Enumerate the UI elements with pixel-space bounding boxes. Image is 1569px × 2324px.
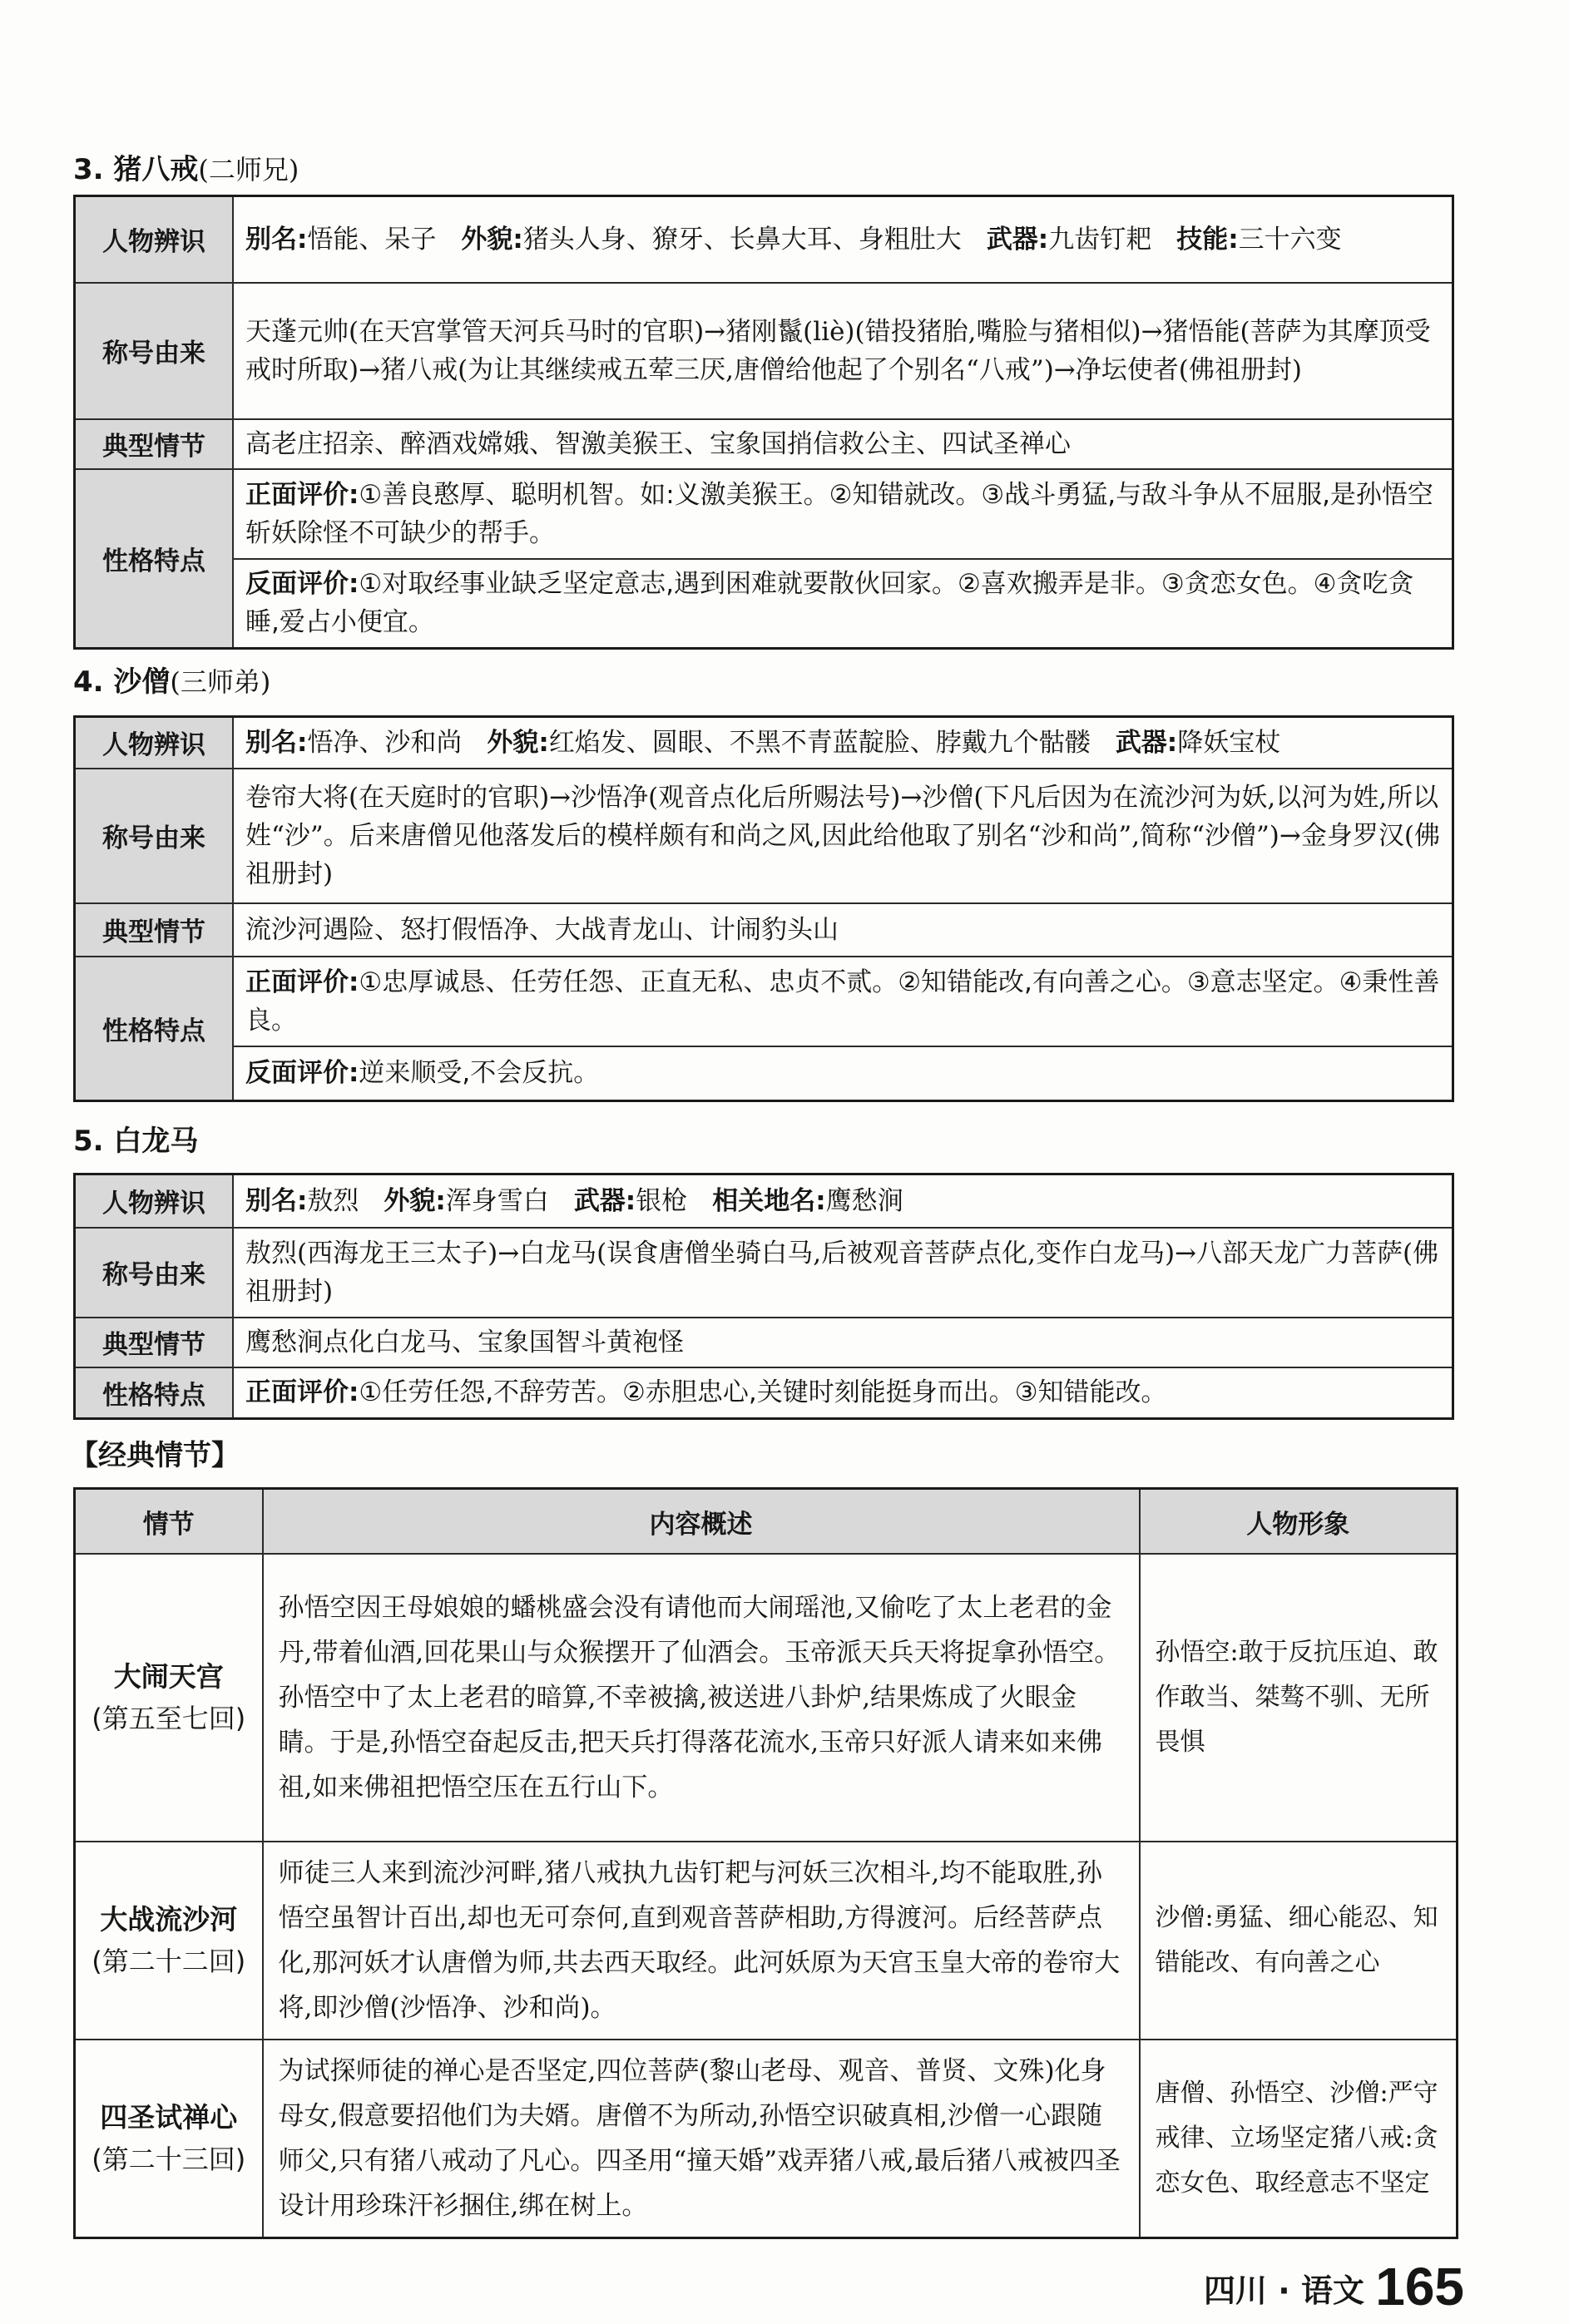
section-heading-text: 3. 猪八戒 [73,153,199,186]
row-label: 人物辨识 [75,196,234,283]
negative-eval [233,559,1453,649]
weapon-value: 降妖宝杖 [1177,727,1281,758]
positive-key: 正面评价: [245,1377,359,1408]
typical-plot-text: 鹰愁涧点化白龙马、宝象国智斗黄袍怪 [233,1318,1453,1367]
title-origin-text: 天蓬元帅(在天宫掌管天河兵马时的官职)→猪刚鬣(liè)(错投猪胎,嘴脸与猪相似)→猪悟能(菩萨为其摩顶受戒时所取)→猪八戒(为让其继续戒五荤三厌,唐僧给他起了个别名“八戒”)→净坛使者(佛祖册封) [233,283,1453,419]
section-heading-subtitle: (三师弟) [170,666,271,698]
positive-eval [233,957,1453,1046]
look-key: 外貌: [461,224,523,255]
column-header-summary: 内容概述 [263,1489,1140,1555]
row-label: 性格特点 [75,957,234,1101]
positive-eval [233,1367,1453,1419]
row-label: 称号由来 [75,1228,234,1318]
footer-dot: · [1278,2272,1290,2309]
alias-value: 悟净、沙和尚 [307,727,463,758]
positive-value: ①任劳任怨,不辞劳苦。②赤胆忠心,关键时刻能挺身而出。③知错能改。 [359,1377,1167,1408]
look-value: 猪头人身、獠牙、长鼻大耳、身粗肚大 [522,224,962,255]
character-image: 沙僧:勇猛、细心能忍、知错能改、有向善之心 [1140,1842,1458,2040]
identify-content [233,196,1453,283]
negative-key: 反面评价: [245,569,359,600]
episode-name: 大闹天宫 [113,1660,224,1693]
positive-value: ①善良憨厚、聪明机智。如:义激美猴王。②知错就改。③战斗勇猛,与敌斗争从不屈服,是孙悟空斩妖除怪不可缺少的帮手。 [245,479,1433,548]
positive-value: ①忠厚诚恳、任劳任怨、正直无私、忠贞不贰。②知错能改,有向善之心。③意志坚定。④秉性善良。 [245,967,1440,1036]
weapon-key: 武器: [1115,727,1178,758]
look-value: 浑身雪白 [445,1185,549,1216]
weapon-value: 九齿钉耙 [1048,224,1152,255]
title-origin-text: 卷帘大将(在天庭时的官职)→沙悟净(观音点化后所赐法号)→沙僧(下凡后因为在流沙河为妖,以河为姓,所以姓“沙”。后来唐僧见他落发后的模样颇有和尚之风,因此给他取了别名“沙和尚”,简称“沙僧”)→金身罗汉(佛祖册封) [233,769,1453,903]
section-heading-zhu-bajie [73,150,299,190]
negative-value: ①对取经事业缺乏坚定意志,遇到困难就要散伙回家。②喜欢搬弄是非。③贪恋女色。④贪吃贪睡,爱占小便宜。 [245,569,1414,638]
character-image: 唐僧、孙悟空、沙僧:严守戒律、立场坚定猪八戒:贪恋女色、取经意志不坚定 [1140,2040,1458,2238]
look-key: 外貌: [487,727,549,758]
row-label: 人物辨识 [75,1174,234,1228]
column-header-plot: 情节 [75,1489,263,1555]
section-heading-text: 5. 白龙马 [73,1125,199,1158]
row-label: 性格特点 [75,1367,234,1419]
weapon-key: 武器: [573,1185,636,1216]
positive-key: 正面评价: [245,967,359,997]
episode-name-cell [75,2040,263,2238]
alias-key: 别名: [245,224,308,255]
negative-eval [233,1046,1453,1101]
table-row [75,1554,1458,1842]
row-label: 典型情节 [75,419,234,469]
episode-name-cell [75,1842,263,2040]
episode-chapters: (第二十二回) [92,1946,246,1977]
alias-value: 悟能、呆子 [307,224,437,255]
identify-content [233,717,1453,769]
row-label: 人物辨识 [75,717,234,769]
footer-subject: 语文 [1300,2272,1364,2309]
negative-key: 反面评价: [245,1058,359,1089]
positive-key: 正面评价: [245,479,359,510]
section-heading-text: 4. 沙僧 [73,665,171,699]
negative-value: 逆来顺受,不会反抗。 [359,1058,600,1089]
skill-key: 技能: [1176,224,1239,255]
identify-content [233,1174,1453,1228]
place-value: 鹰愁涧 [825,1185,903,1216]
section-heading-white-dragon-horse [73,1121,198,1161]
episode-name: 四圣试禅心 [100,2101,238,2134]
character-table-white-dragon-horse [73,1173,1454,1420]
character-table-sha-seng [73,715,1454,1102]
weapon-value: 银枪 [636,1185,688,1216]
page-footer [1204,2256,1464,2317]
row-label: 典型情节 [75,903,234,957]
column-header-image: 人物形象 [1140,1489,1458,1555]
character-image: 孙悟空:敢于反抗压迫、敢作敢当、桀骜不驯、无所畏惧 [1140,1554,1458,1842]
typical-plot-text: 高老庄招亲、醉酒戏嫦娥、智激美猴王、宝象国捎信救公主、四试圣禅心 [233,419,1453,469]
row-label: 称号由来 [75,283,234,419]
table-row [75,2040,1458,2238]
episode-summary: 孙悟空因王母娘娘的蟠桃盛会没有请他而大闹瑶池,又偷吃了太上老君的金丹,带着仙酒,回花果山与众猴摆开了仙酒会。玉帝派天兵天将捉拿孙悟空。孙悟空中了太上老君的暗算,不幸被擒,被送进八卦炉,结果炼成了火眼金睛。于是,孙悟空奋起反击,把天兵打得落花流水,玉帝只好派人请来如来佛祖,如来佛祖把悟空压在五行山下。 [263,1554,1140,1842]
episode-summary: 师徒三人来到流沙河畔,猪八戒执九齿钉耙与河妖三次相斗,均不能取胜,孙悟空虽智计百出,却也无可奈何,直到观音菩萨相助,方得渡河。后经菩萨点化,那河妖才认唐僧为师,共去西天取经。此河妖原为天宫玉皇大帝的卷帘大将,即沙僧(沙悟净、沙和尚)。 [263,1842,1140,2040]
row-label: 性格特点 [75,469,234,649]
classic-plots-table [73,1487,1458,2239]
title-origin-text: 敖烈(西海龙王三太子)→白龙马(误食唐僧坐骑白马,后被观音菩萨点化,变作白龙马)→八部天龙广力菩萨(佛祖册封) [233,1228,1453,1318]
row-label: 典型情节 [75,1318,234,1367]
typical-plot-text: 流沙河遇险、怒打假悟净、大战青龙山、计闹豹头山 [233,903,1453,957]
page-number: 165 [1375,2257,1464,2317]
table-row [75,1842,1458,2040]
character-table-zhu-bajie [73,195,1454,650]
skill-value: 三十六变 [1238,224,1342,255]
look-key: 外貌: [384,1185,446,1216]
alias-key: 别名: [245,727,308,758]
footer-region: 四川 [1204,2272,1268,2309]
section-heading-subtitle: (二师兄) [198,154,299,185]
look-value: 红焰发、圆眼、不黑不青蓝靛脸、脖戴九个骷髅 [548,727,1091,758]
episode-chapters: (第二十三回) [92,2144,246,2175]
alias-value: 敖烈 [307,1185,359,1216]
episode-summary: 为试探师徒的禅心是否坚定,四位菩萨(黎山老母、观音、普贤、文殊)化身母女,假意要招他们为夫婿。唐僧不为所动,孙悟空识破真相,沙僧一心跟随师父,只有猪八戒动了凡心。四圣用“撞天婚”戏弄猪八戒,最后猪八戒被四圣设计用珍珠汗衫捆住,绑在树上。 [263,2040,1140,2238]
place-key: 相关地名: [712,1185,826,1216]
positive-eval [233,469,1453,559]
classic-plots-title: 【经典情节】 [70,1439,240,1472]
episode-name: 大战流沙河 [100,1903,238,1936]
weapon-key: 武器: [986,224,1049,255]
section-heading-sha-seng [73,662,270,702]
episode-name-cell [75,1554,263,1842]
row-label: 称号由来 [75,769,234,903]
episode-chapters: (第五至七回) [92,1703,246,1734]
alias-key: 别名: [245,1185,308,1216]
